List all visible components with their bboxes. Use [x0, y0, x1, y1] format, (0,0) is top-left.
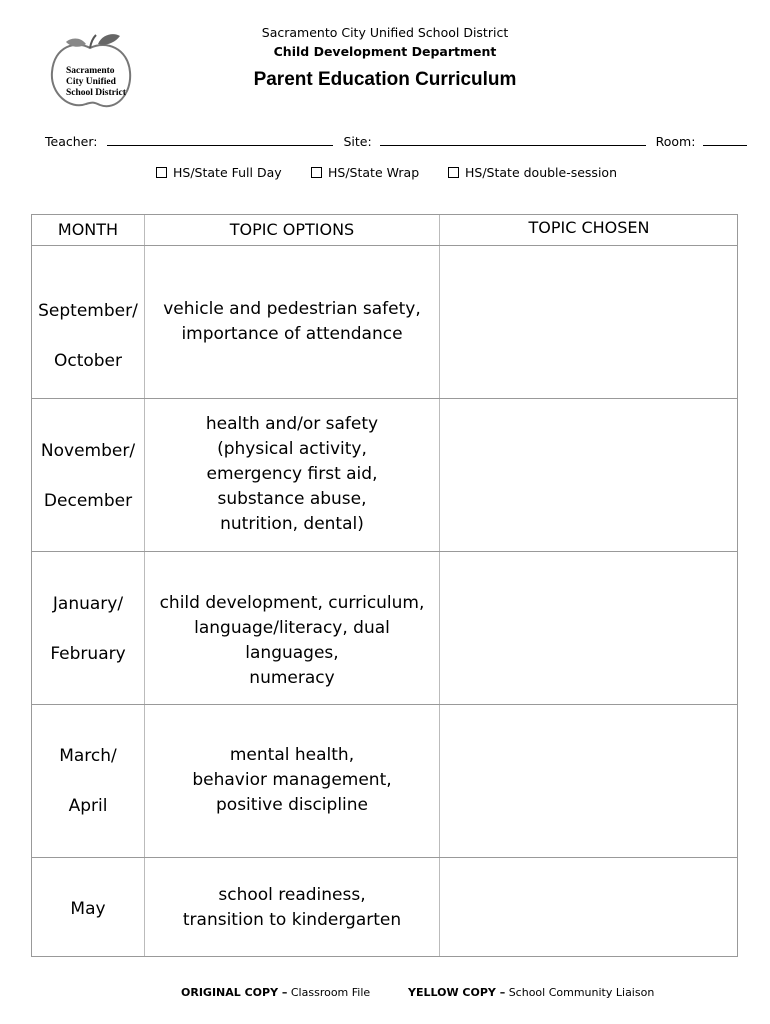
logo-text-line: City Unified	[66, 77, 116, 87]
topic-options-cell	[145, 297, 439, 347]
month-text: February	[50, 644, 126, 664]
month-text: March/	[59, 746, 117, 766]
topic-text: emergency first aid,	[206, 464, 378, 484]
checkbox-wrap[interactable]	[311, 165, 419, 180]
topic-chosen-cell[interactable]	[440, 399, 738, 551]
page-title: Parent Education Curriculum	[253, 69, 517, 90]
footer-text: Classroom File	[290, 986, 371, 999]
topic-chosen-cell[interactable]	[440, 858, 738, 956]
topic-text: language/literacy, dual languages,	[194, 618, 390, 663]
topic-text: nutrition, dental)	[220, 514, 364, 534]
month-text: January/	[52, 594, 124, 614]
month-text: April	[68, 796, 108, 816]
topic-options-cell	[145, 412, 439, 537]
month-text: September/	[38, 301, 138, 321]
topic-text: substance abuse,	[217, 489, 367, 509]
topic-text: vehicle and pedestrian safety,	[163, 299, 421, 319]
footer-text: School Community Liaison	[508, 986, 655, 999]
room-label: Room:	[655, 134, 696, 149]
topic-text: school readiness,	[218, 885, 366, 905]
month-text: November/	[40, 441, 136, 461]
footer-yellow-copy	[408, 986, 654, 999]
topic-text: child development, curriculum,	[159, 593, 425, 613]
topic-chosen-cell[interactable]	[440, 246, 738, 398]
topic-text: health and/or safety	[205, 414, 379, 434]
topic-options-cell	[145, 743, 439, 818]
topic-text: behavior management,	[192, 770, 392, 790]
header-month: MONTH	[57, 220, 119, 239]
site-label: Site:	[343, 134, 372, 149]
checkbox-icon[interactable]	[156, 167, 167, 178]
month-cell	[32, 731, 144, 831]
month-cell	[32, 579, 144, 679]
topic-text: transition to kindergarten	[182, 910, 402, 930]
checkbox-double-session[interactable]	[448, 165, 617, 180]
footer-bold: ORIGINAL COPY –	[181, 986, 288, 999]
month-text: May	[70, 899, 106, 919]
footer-original-copy	[181, 986, 370, 999]
topic-options-cell	[145, 591, 439, 691]
checkbox-label: HS/State Full Day	[173, 165, 282, 180]
footer-bold: YELLOW COPY –	[408, 986, 506, 999]
topic-text: (physical activity,	[217, 439, 367, 459]
topic-chosen-cell[interactable]	[440, 705, 738, 857]
month-cell	[32, 426, 144, 526]
topic-text: numeracy	[249, 668, 335, 688]
logo-text-line: School District	[66, 88, 126, 98]
month-cell	[32, 884, 144, 934]
checkbox-label: HS/State Wrap	[328, 165, 420, 180]
month-cell	[32, 286, 144, 386]
header-topic-chosen: TOPIC CHOSEN	[528, 218, 650, 237]
district-name: Sacramento City Unified School District	[261, 25, 509, 40]
site-field[interactable]	[380, 134, 646, 146]
header-topic-options: TOPIC OPTIONS	[229, 220, 355, 239]
month-text: December	[43, 491, 133, 511]
topic-options-cell	[145, 883, 439, 933]
topic-chosen-cell[interactable]	[440, 552, 738, 704]
room-field[interactable]	[703, 134, 747, 146]
department-name: Child Development Department	[273, 44, 497, 59]
checkbox-label: HS/State double-session	[465, 165, 617, 180]
checkbox-icon[interactable]	[311, 167, 322, 178]
teacher-field[interactable]	[107, 134, 333, 146]
info-line	[45, 134, 735, 149]
checkbox-icon[interactable]	[448, 167, 459, 178]
topic-text: importance of attendance	[181, 324, 403, 344]
curriculum-table	[31, 214, 738, 957]
teacher-label: Teacher:	[45, 134, 98, 149]
logo-text-line: Sacramento	[66, 66, 115, 76]
topic-text: positive discipline	[216, 795, 368, 815]
month-text: October	[53, 351, 123, 371]
checkbox-full-day[interactable]	[156, 165, 282, 180]
topic-text: mental health,	[229, 745, 355, 765]
